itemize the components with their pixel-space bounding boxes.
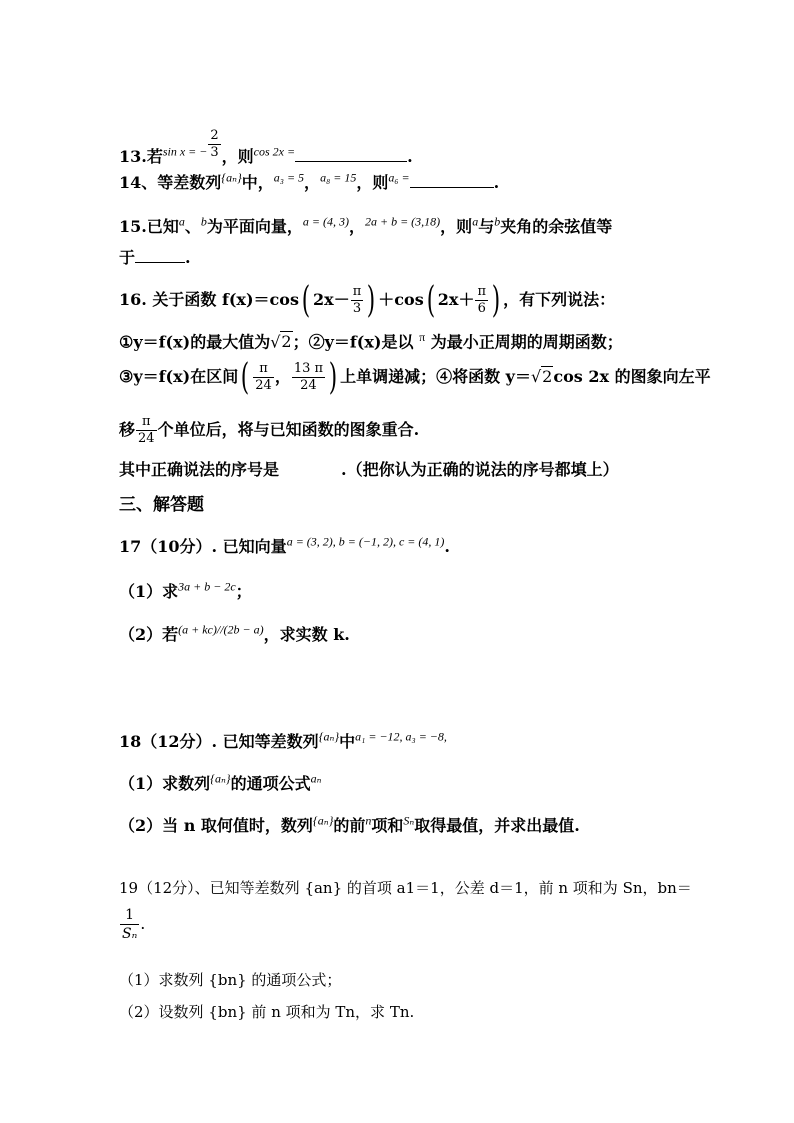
section-3-title: 三、解答题: [119, 495, 204, 515]
q16-statement-4-cont: 移 $\frac{\pi}{24}$ 个单位后，将与已知函数的图象重合.: [119, 414, 420, 446]
q19-fraction: $\frac{1}{\text{Sₙ}}$: [122, 907, 138, 942]
q13-fraction: $\frac{2}{3}$: [210, 128, 219, 160]
q19-part-2: （2）设数列 {bn} 前 n 项和为 Tn，求 Tn.: [119, 1003, 415, 1021]
q16-frac-pi-3: $\frac{\pi}{3}$: [352, 284, 362, 316]
sqrt-symbol: √2: [270, 332, 292, 352]
q16-interval-left: $\frac{\pi}{24}$: [255, 361, 272, 393]
q15-answer-blank[interactable]: [135, 248, 185, 263]
q13-condition: sin x = −: [162, 144, 208, 159]
question-16: 16. 关于函数 f(x)＝cos( 2x－ $\frac{\pi}{3}$ ) ＋cos( 2x＋ $\frac{\pi}{6}$ ) ，有下列说法：: [119, 279, 616, 321]
q16-interval-right: $\frac{13 \pi}{24}$: [293, 361, 324, 393]
q17-part-2: （2）若$^{(a + kc)//(2b - a)}$，求实数 k.: [119, 622, 350, 644]
q16-frac-pi-6: $\frac{\pi}{6}$: [477, 284, 487, 316]
q13-answer-blank[interactable]: [295, 147, 407, 162]
question-15-line2: 于 .: [119, 248, 191, 267]
q16-fill-line: 其中正确说法的序号是 .（把你认为正确的说法的序号都填上）: [119, 460, 619, 479]
sqrt-symbol: √2: [530, 367, 553, 386]
question-17: 17（10分）. 已知向量$^{a = (3, 2), b = (-1, 2), c = (4, 1)}$.: [119, 534, 450, 556]
question-15: 15.已知$^a$、$^b$为平面向量，$^{a = (4, 3)}$，$^{2a + b = (3,18)}$，则$^a$与$^b$夹角的余弦值等: [119, 214, 613, 236]
question-14: 14、等差数列$^{\{a_n\}}$中，$^{a_3 = 5}$，$^{a_8 = 15}$，则$^{a_6 =}$ .: [119, 170, 500, 192]
q17-part-1: （1）求$^{3a + b - 2c}$；: [119, 579, 252, 601]
q19-part-1: （1）求数列 {bn} 的通项公式；: [119, 971, 342, 989]
q16-statement-3-4: ③y＝f(x)在区间( $\frac{\pi}{24}$ ， $\frac{13 \pi}{24}$ ) 上单调递减；④将函数 y＝√2cos 2x 的图象向左平: [119, 356, 711, 398]
q18-part-1: （1）求数列$^{\{a_n\}}$的通项公式$^{a_n}$: [119, 771, 322, 793]
q19-fraction-line: $\frac{1}{\text{Sₙ}}$ .: [122, 907, 146, 942]
question-13: 13.若$^{sin x = -}$ $\frac{2}{3}$ ，则$^{cos 2x =}$ .: [119, 128, 413, 166]
q16-shift-frac: $\frac{\pi}{24}$: [138, 414, 155, 446]
question-18: 18（12分）. 已知等差数列$^{\{a_n\}}$中$^{a_1 = -12, a_3 = -8,}$: [119, 729, 447, 751]
q18-part-2: （2）当 n 取何值时，数列$^{\{a_n\}}$的前$^n$项和$^{S_n}$取得最值，并求出最值.: [119, 813, 580, 835]
q14-answer-blank[interactable]: [410, 173, 494, 188]
question-19: 19（12分）、已知等差数列 {an} 的首项 a1＝1，公差 d＝1，前 n 项和为 Sn，bn＝: [119, 879, 692, 897]
q16-statement-1-2: ①y＝f(x)的最大值为√2；②y＝f(x)是以 $^\pi$ 为最小正周期的周期函数；: [119, 330, 623, 352]
q13-target: cos 2x =: [253, 144, 296, 159]
q13-prefix: 13.若: [119, 147, 163, 166]
